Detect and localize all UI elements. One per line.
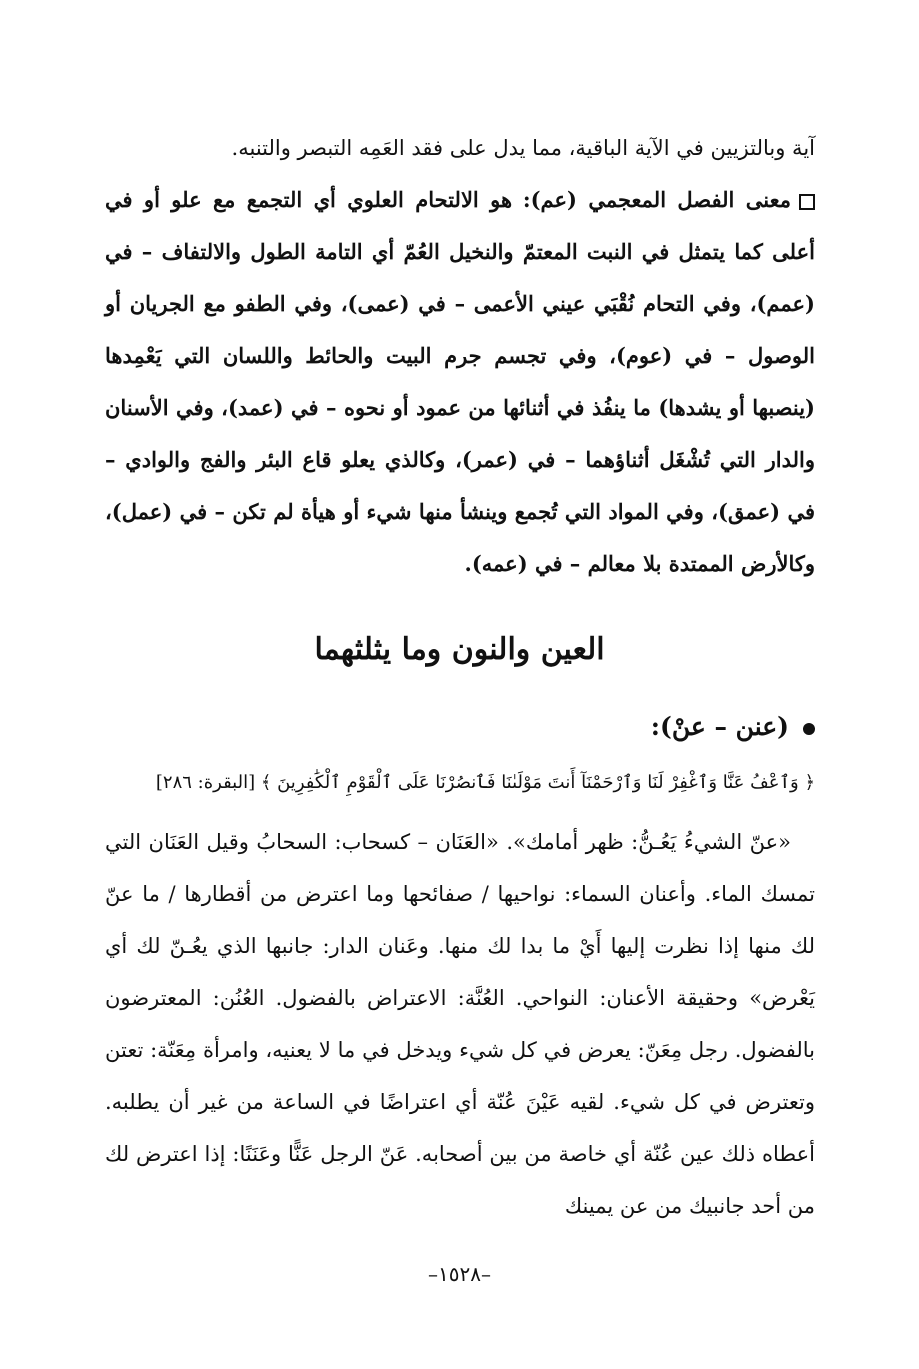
top-paragraph	[105, 122, 815, 590]
paragraph-body: هو الالتحام العلوي أي التجمع مع علو أو في أعلى كما يتمثل في النبت المعتمّ والنخيل العُمّ أي التامة الطول والالتفاف – في (عمم)، وفي التحام نُقْبَي عيني الأعمى – في (عمى)، وفي الطفو مع الجريان أو الوصول – في (عوم)، وفي تجسم جرم البيت والحائط واللسان التي يَعْمِدها (ينصبها أو يشدها) ما ينفُذ في أثنائها من عمود أو نحوه – في (عمد)، وفي الأسنان والدار التي تُشْغَل أثناؤهما – في (عمر)، وكالذي يعلو قاع البئر والفج والوادي – في (عمق)، وفي المواد التي تُجمع وينشأ منها شيء أو هيأة لم تكن – في (عمل)، وكالأرض الممتدة بلا معالم – في (عمه).	[105, 187, 815, 576]
page-number: –١٥٢٨–	[428, 1262, 491, 1286]
bullet-icon	[803, 723, 815, 735]
entry-body: «عنّ الشيءُ يَعُـنُّ: ظهر أمامك». «العَنَان – كسحاب: السحابُ وقيل العَنَان التي تمسك الماء. وأعنان السماء: نواحيها / صفائحها وما اعترض من أقطارها / ما عنّ لك منها إذا نظرت إليها أَيْ ما بدا لك منها. وعَنان الدار: جانبها الذي يعُـنّ لك أي يَعْرض» وحقيقة الأعنان: النواحي. العُنَّة: الاعتراض بالفضول. العُنُن: المعترضون بالفضول. رجل مِعَنّ: يعرض في كل شيء ويدخل في ما لا يعنيه، وامرأة مِعَنّة: تعتن وتعترض في كل شيء. لقيه عَيْنَ عُنّة أي اعتراضًا في الساعة من غير أن يطلبه. أعطاه ذلك عين عُنّة أي خاصة من بين أصحابه. عَنّ الرجل عَنًّا وعَنَنًا: إذا اعترض لك من أحد جانبيك من عن يمينك	[105, 830, 815, 1218]
continuation-line: آية وبالتزيين في الآية الباقية، مما يدل على فقد العَمِه التبصر والتنبه.	[231, 136, 815, 160]
entry-heading	[651, 712, 815, 741]
quran-verse: ﴿ وَٱعْفُ عَنَّا وَٱغْفِرْ لَنَا وَٱرْحَمْنَآ أَنتَ مَوْلَىٰنَا فَٱنصُرْنَا عَلَى ٱلْقَوْمِ ٱلْكَٰفِرِينَ ﴾ [البقرة: ٢٨٦]	[155, 772, 815, 793]
section-title: العين والنون وما يثلثهما	[314, 632, 605, 667]
entry-heading-text: (عنن – عنْ):	[650, 712, 789, 741]
checkbox-square-icon	[799, 194, 815, 210]
paragraph-intro: معنى الفصل المعجمي (عم):	[522, 187, 791, 212]
